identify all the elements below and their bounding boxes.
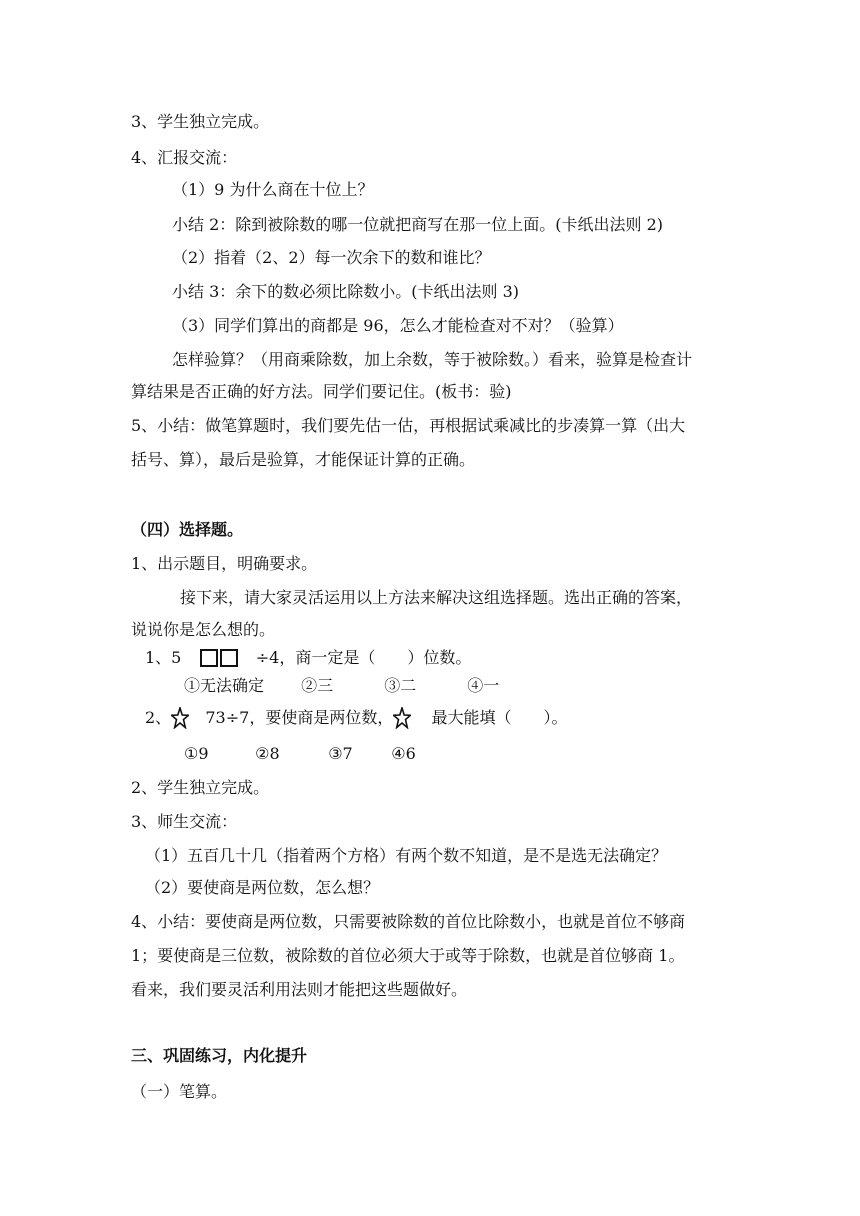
- step-4-summary-line-2: 1；要使商是三位数，被除数的首位必须大于或等于除数，也就是首位够商 1。: [131, 946, 685, 965]
- step-4-summary-line-3: 看来，我们要灵活利用法则才能把这些题做好。: [131, 980, 468, 999]
- q1-option-3: ③二: [384, 676, 417, 695]
- subsection-1-heading: （一）笔算。: [131, 1082, 228, 1101]
- q2-option-3: ③7: [328, 744, 353, 763]
- question-3-text: （3）同学们算出的商都是 96，怎么才能检查对不对？（验算）: [172, 316, 624, 335]
- q2-middle: 73÷7，要使商是两位数，: [205, 708, 394, 727]
- q1-suffix: ÷4，商一定是（ ）位数。: [255, 648, 472, 667]
- question-2-text: （2）指着（2、2）每一次余下的数和谁比？: [172, 248, 491, 267]
- empty-box-icon: [220, 649, 238, 667]
- step-3-exchange-text: 3、师生交流：: [131, 812, 238, 831]
- q1-option-4: ④一: [467, 676, 500, 695]
- choice-question-1: [145, 648, 471, 668]
- q2-suffix: 最大能填（ ）。: [431, 708, 568, 727]
- star-icon: [393, 707, 411, 734]
- q2-option-4: ④6: [391, 744, 416, 763]
- q1-prefix: 1、5: [145, 648, 182, 667]
- q2-option-1: ①9: [184, 744, 209, 763]
- step-1-text: 1、出示题目，明确要求。: [131, 554, 318, 573]
- star-icon: [171, 707, 189, 734]
- intro-line-2: 说说你是怎么想的。: [131, 620, 276, 639]
- question-1-text: （1）9 为什么商在十位上？: [172, 180, 374, 199]
- step-5-line-1: 5、小结：做笔算题时，我们要先估一估，再根据试乘减比的步凑算一算（出大: [131, 416, 686, 435]
- section-4-heading: （四）选择题。: [131, 520, 244, 539]
- q2-option-2: ②8: [255, 744, 280, 763]
- step-5-line-2: 括号、算），最后是验算，才能保证计算的正确。: [131, 450, 476, 469]
- exchange-question-2: （2）要使商是两位数，怎么想？: [145, 878, 380, 897]
- summary-2-text: 小结 2：除到被除数的哪一位就把商写在那一位上面。(卡纸出法则 2): [172, 215, 664, 234]
- q2-prefix: 2、: [145, 708, 172, 727]
- exchange-question-1: （1）五百几十几（指着两个方格）有两个数不知道，是不是选无法确定？: [145, 846, 668, 865]
- q1-option-1: ①无法确定: [184, 676, 265, 695]
- step-4-summary-line-1: 4、小结：要使商是两位数，只需要被除数的首位比除数小，也就是首位不够商: [131, 912, 686, 931]
- summary-3-text: 小结 3：余下的数必须比除数小。(卡纸出法则 3): [172, 282, 520, 301]
- intro-line-1: 接下来，请大家灵活运用以上方法来解决这组选择题。选出正确的答案，: [180, 588, 693, 607]
- empty-box-icon: [200, 649, 218, 667]
- q2-options: [184, 744, 416, 764]
- choice-question-2: [145, 707, 568, 734]
- section-3-heading: 三、巩固练习，内化提升: [131, 1046, 308, 1065]
- step-3-text: 3、学生独立完成。: [131, 112, 270, 131]
- q1-option-2: ②三: [301, 676, 334, 695]
- step-2-text: 2、学生独立完成。: [131, 778, 270, 797]
- q1-options: [184, 676, 499, 696]
- verify-paragraph-line-2: 算结果是否正确的好方法。同学们要记住。(板书：验): [131, 382, 512, 401]
- verify-paragraph-line-1: 怎样验算？（用商乘除数，加上余数，等于被除数。）看来，验算是检查计: [172, 350, 693, 369]
- step-4-text: 4、汇报交流：: [131, 148, 238, 167]
